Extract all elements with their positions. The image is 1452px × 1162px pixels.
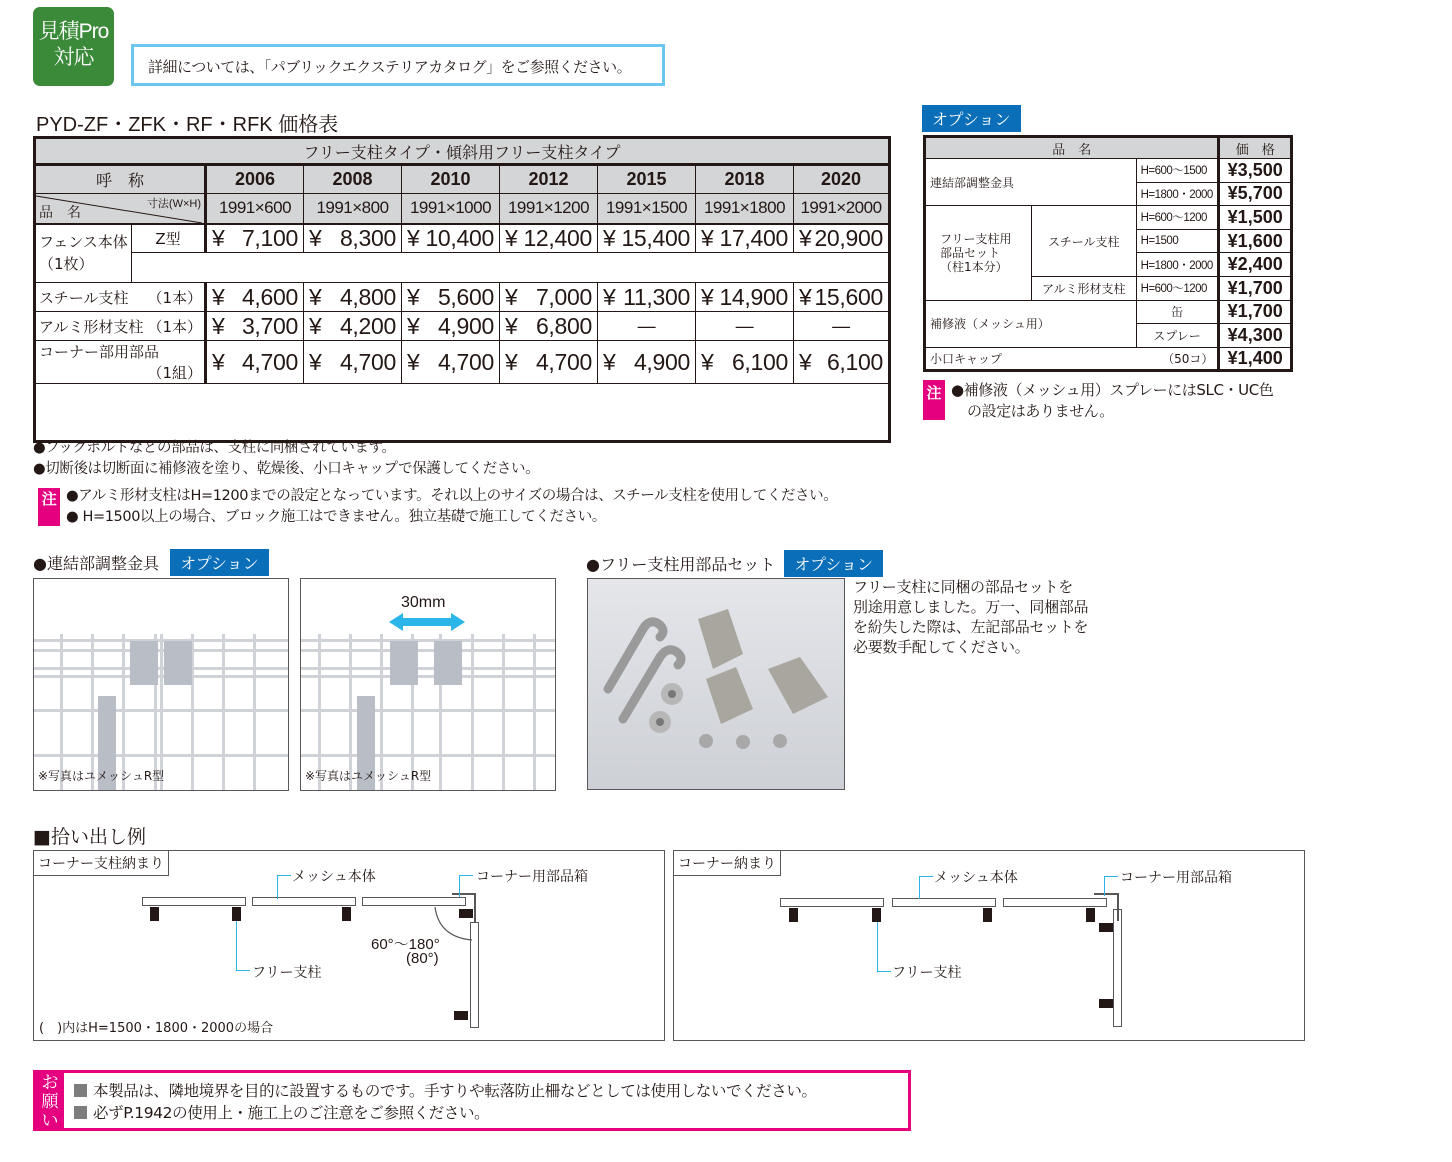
col-code: 2010: [402, 165, 500, 194]
table-row: [35, 341, 890, 384]
yen: ¥: [309, 283, 322, 310]
row-label: スチール支柱: [39, 288, 129, 307]
table-row: [35, 224, 890, 253]
parts-line3: （柱1本分）: [940, 259, 1008, 274]
yen: ¥: [603, 283, 616, 310]
angle-arc-icon: [434, 907, 474, 947]
post: [872, 908, 881, 922]
value: 7,000: [535, 283, 592, 310]
post: [232, 907, 241, 921]
value: 17,400: [719, 224, 788, 251]
notes: [33, 438, 539, 480]
col-dim: 1991×600: [206, 194, 304, 224]
fence-body-line2: （1枚）: [39, 254, 94, 273]
yen: ¥: [407, 348, 420, 375]
empty-cell: [132, 253, 890, 283]
badge-line2: 対応: [53, 46, 94, 69]
reference-note: 詳細については、「パブリックエクステリアカタログ」をご参照ください。: [131, 44, 665, 86]
post: [1086, 908, 1095, 922]
price-cell: [402, 312, 500, 341]
mesh-panel: [142, 897, 246, 906]
mesh-panel: [252, 897, 356, 906]
steel-post: スチール支柱: [1031, 206, 1136, 277]
option-tag-label: オプション: [170, 549, 269, 576]
value: 4,200: [339, 312, 396, 339]
mesh-label: メッシュ本体: [292, 869, 376, 885]
post: [1099, 923, 1113, 932]
price: ¥4,300: [1219, 324, 1292, 348]
price-cell: [696, 283, 794, 312]
price-cell: [500, 341, 598, 384]
price-cell: [206, 224, 304, 253]
yen: ¥: [407, 224, 420, 251]
group-header: フリー支柱タイプ・傾斜用フリー支柱タイプ: [35, 138, 890, 165]
leader-line: [877, 922, 891, 972]
opt-header-price: 価 格: [1219, 137, 1292, 159]
row-label: コーナー部用部品: [39, 343, 160, 361]
parts-title: ●フリー支柱用部品セット: [586, 555, 776, 574]
yen: ¥: [505, 224, 518, 251]
parts-line1: フリー支柱用: [940, 231, 1012, 246]
yen: ¥: [309, 224, 322, 251]
row-name: [35, 283, 206, 312]
post: [454, 1011, 468, 1020]
alumi-post: アルミ形材支柱: [1031, 276, 1136, 300]
angle-sub-label: (80°): [406, 950, 439, 967]
price-cell: [402, 283, 500, 312]
corner-box-label: コーナー用部品箱: [476, 869, 588, 885]
price-cell: [304, 341, 402, 384]
yen: ¥: [407, 283, 420, 310]
mesh-panel: [780, 898, 884, 907]
price-cell: [206, 341, 304, 384]
request-line: 本製品は、隣地境界を目的に設置するものです。手すりや転落防止柵などとしては使用しないでください。: [93, 1082, 817, 1100]
col-code: 2012: [500, 165, 598, 194]
value: 3,700: [241, 312, 298, 339]
price: ¥1,400: [1219, 347, 1292, 371]
col-code: 2008: [304, 165, 402, 194]
col-code: 2006: [206, 165, 304, 194]
col-dim: 1991×1200: [500, 194, 598, 224]
yen: ¥: [701, 283, 714, 310]
yen: ¥: [701, 224, 714, 251]
mesh-panel: [892, 898, 996, 907]
blank-cell: [35, 384, 890, 442]
note-line1: ●補修液（メッシュ用）スプレーにはSLC・UC色: [951, 381, 1274, 399]
diagram-label: コーナー支柱納まり: [34, 851, 169, 876]
post: [150, 907, 159, 921]
yen: ¥: [212, 283, 225, 310]
col-dim: 1991×1800: [696, 194, 794, 224]
spec: スプレー: [1136, 324, 1219, 348]
value: 6,100: [826, 348, 883, 375]
value: 15,400: [621, 224, 690, 251]
price-table: [33, 136, 891, 443]
desc-line: 必要数手配してください。: [853, 638, 1030, 656]
yen: ¥: [505, 283, 518, 310]
price-cell: [794, 341, 890, 384]
post-label: フリー支柱: [252, 965, 322, 981]
request-text: [74, 1080, 817, 1124]
leader-line: [459, 875, 473, 897]
options-table: [923, 135, 1293, 372]
dimension-label: 寸法(W×H): [146, 198, 201, 210]
post: [1099, 999, 1113, 1008]
price-cell: [500, 224, 598, 253]
value: 4,600: [241, 283, 298, 310]
spec: H=600〜1200: [1136, 276, 1219, 300]
post-label: フリー支柱: [892, 965, 962, 981]
dimension-label: 30mm: [401, 594, 446, 611]
caution-mark: 注: [38, 488, 60, 526]
diagonal-header: [35, 194, 206, 224]
photo-caption: ※写真はユメッシュR型: [38, 769, 165, 783]
post: [983, 908, 992, 922]
connector-title: ●連結部調整金具: [33, 554, 159, 573]
value: 4,700: [437, 348, 494, 375]
layout-examples-title: ■拾い出し例: [33, 826, 146, 848]
yen: ¥: [212, 224, 225, 251]
yen: ¥: [505, 312, 518, 339]
table-row: [925, 206, 1292, 230]
spec: H=1800・2000: [1136, 253, 1219, 277]
value: 12,400: [523, 224, 592, 251]
price-cell: [304, 312, 402, 341]
itemname-label: 品 名: [39, 204, 81, 221]
mesh-label: メッシュ本体: [934, 870, 1018, 886]
value: 4,700: [535, 348, 592, 375]
yen: ¥: [505, 348, 518, 375]
fence-type: Z型: [132, 224, 206, 253]
note-line: ●フックボルトなどの部品は、支柱に同梱されています。: [33, 440, 396, 456]
caution-text: [66, 486, 837, 528]
square-bullet-icon: [74, 1106, 87, 1119]
price-cell: [402, 341, 500, 384]
yen: ¥: [603, 224, 616, 251]
yen: ¥: [799, 348, 812, 375]
price: ¥3,500: [1219, 159, 1292, 183]
diagram-footnote: ( )内はH=1500・1800・2000の場合: [39, 1021, 274, 1036]
leader-line: [277, 875, 291, 899]
price: ¥1,700: [1219, 300, 1292, 324]
price-cell-na: —: [598, 312, 696, 341]
desc-line: 別途用意しました。万一、同梱部品: [853, 598, 1089, 616]
parts-illustration-icon: [588, 579, 845, 790]
row-name: [35, 312, 206, 341]
table-row: [925, 159, 1292, 183]
corner-box-line: [1117, 893, 1119, 921]
leader-line: [919, 876, 933, 899]
mesh-panel-vertical: [1113, 909, 1122, 1027]
mitsumori-pro-badge: [33, 7, 114, 86]
parts-set-name: [925, 206, 1032, 300]
photo-caption: ※写真はユメッシュR型: [305, 769, 432, 783]
col-code: 2020: [794, 165, 890, 194]
price-table-title: PYD-ZF・ZFK・RF・RFK 価格表: [36, 114, 339, 136]
option-note: [923, 380, 1303, 422]
value: 4,900: [633, 348, 690, 375]
yen: ¥: [799, 283, 812, 310]
price: ¥5,700: [1219, 182, 1292, 206]
connector-photo-before: [33, 578, 289, 791]
value: 15,600: [814, 283, 883, 310]
price-cell: [304, 224, 402, 253]
value: 4,900: [437, 312, 494, 339]
yen: ¥: [212, 312, 225, 339]
col-dim: 1991×2000: [794, 194, 890, 224]
post: [342, 907, 351, 921]
yen: ¥: [407, 312, 420, 339]
corner-diagram: [673, 850, 1305, 1041]
spec: H=600〜1200: [1136, 206, 1219, 230]
caution-line: ●アルミ形材支柱はH=1200までの設定となっています。それ以上のサイズの場合は、スチール支柱を使用してください。: [66, 488, 838, 504]
price: ¥1,500: [1219, 206, 1292, 230]
leader-line: [1104, 876, 1118, 896]
price-cell: [206, 283, 304, 312]
spec: 缶: [1136, 300, 1219, 324]
request-line: 必ずP.1942の使用上・施工上のご注意をご参照ください。: [93, 1104, 490, 1122]
desc-line: フリー支柱に同梱の部品セットを: [853, 578, 1073, 596]
fence-body-line1: フェンス本体: [39, 232, 128, 251]
price-cell: [598, 341, 696, 384]
value: 10,400: [425, 224, 494, 251]
value: 6,100: [731, 348, 788, 375]
opt-header-name: 品 名: [925, 137, 1219, 159]
price-cell: [696, 341, 794, 384]
parts-section-title: [586, 550, 883, 577]
col-dim: 1991×1500: [598, 194, 696, 224]
yen: ¥: [309, 312, 322, 339]
connector-name: 連結部調整金具: [925, 159, 1137, 206]
table-row: [925, 347, 1292, 371]
col-dim: 1991×800: [304, 194, 402, 224]
corner-box-line: [474, 893, 476, 923]
value: 11,300: [623, 283, 690, 310]
option-tag-label: オプション: [922, 105, 1021, 132]
yen: ¥: [212, 348, 225, 375]
price-cell: [598, 283, 696, 312]
value: 8,300: [339, 224, 396, 251]
callname-label: 呼 称: [35, 165, 206, 194]
connector-section-title: [33, 549, 269, 576]
value: 14,900: [719, 283, 788, 310]
yen: ¥: [309, 348, 322, 375]
caution-notes: [38, 486, 837, 528]
yen: ¥: [603, 348, 616, 375]
option-note-text: [951, 380, 1303, 422]
value: 4,700: [339, 348, 396, 375]
square-bullet-icon: [74, 1084, 87, 1097]
value: 20,900: [814, 224, 883, 251]
price-cell: [402, 224, 500, 253]
option-tag: [922, 105, 1021, 132]
angle-label: 60°〜180°: [371, 936, 440, 953]
price-cell: [794, 224, 890, 253]
connector-photo-after: [300, 578, 556, 791]
price-cell: [696, 224, 794, 253]
post: [789, 908, 798, 922]
spec: H=1500: [1136, 229, 1219, 253]
request-mark: お 願 い: [36, 1073, 64, 1128]
row-name: [35, 341, 206, 384]
table-row: [35, 283, 890, 312]
price-cell-na: —: [696, 312, 794, 341]
row-unit: （1本）: [147, 317, 202, 336]
price-cell: [206, 312, 304, 341]
cap-name: 小口キャップ: [925, 347, 1137, 371]
col-code: 2015: [598, 165, 696, 194]
row-unit: （1本）: [147, 288, 202, 307]
price: ¥1,600: [1219, 229, 1292, 253]
price-cell-na: —: [794, 312, 890, 341]
table-row: [925, 300, 1292, 324]
price: ¥1,700: [1219, 276, 1292, 300]
note-line2: の設定はありません。: [967, 402, 1114, 420]
value: 6,800: [535, 312, 592, 339]
caution-mark: 注: [923, 380, 945, 420]
value: 4,800: [339, 283, 396, 310]
value: 4,700: [241, 348, 298, 375]
repair-name: 補修液（メッシュ用）: [925, 300, 1137, 347]
leader-line: [236, 921, 250, 971]
col-dim: 1991×1000: [402, 194, 500, 224]
price-cell: [500, 312, 598, 341]
price-cell: [500, 283, 598, 312]
table-row-blank: [35, 384, 890, 442]
value: 5,600: [437, 283, 494, 310]
badge-line1: 見積Pro: [38, 20, 109, 43]
fence-body-name: [35, 224, 132, 283]
double-arrow-icon: [389, 612, 465, 632]
spec: H=1800・2000: [1136, 182, 1219, 206]
request-box: [33, 1070, 911, 1131]
mesh-panel: [362, 897, 466, 906]
price-cell: [794, 283, 890, 312]
desc-line: を紛失した際は、左記部品セットを: [853, 618, 1089, 636]
price-cell: [304, 283, 402, 312]
price-cell: [598, 224, 696, 253]
value: 7,100: [241, 224, 298, 251]
parts-set-photo: [587, 578, 845, 790]
note-line: ●切断後は切断面に補修液を塗り、乾燥後、小口キャップで保護してください。: [33, 461, 540, 477]
corner-box-label: コーナー用部品箱: [1120, 870, 1232, 886]
row-unit: （1組）: [147, 364, 202, 382]
option-tag-label: オプション: [784, 550, 883, 577]
spec: H=600〜1500: [1136, 159, 1219, 183]
yen: ¥: [701, 348, 714, 375]
mesh-panel: [1003, 898, 1107, 907]
table-row: [35, 312, 890, 341]
corner-post-diagram: [33, 850, 665, 1041]
table-row-empty: [35, 253, 890, 283]
diagram-label: コーナー納まり: [674, 851, 781, 876]
parts-line2: 部品セット: [940, 245, 1001, 260]
yen: ¥: [799, 224, 812, 251]
cap-spec: （50コ）: [1136, 347, 1219, 371]
price: ¥2,400: [1219, 253, 1292, 277]
caution-line: ● H=1500以上の場合、ブロック施工はできません。独立基礎で施工してください。: [66, 509, 606, 525]
parts-description: [853, 577, 1088, 657]
row-label: アルミ形材支柱: [39, 317, 144, 336]
col-code: 2018: [696, 165, 794, 194]
